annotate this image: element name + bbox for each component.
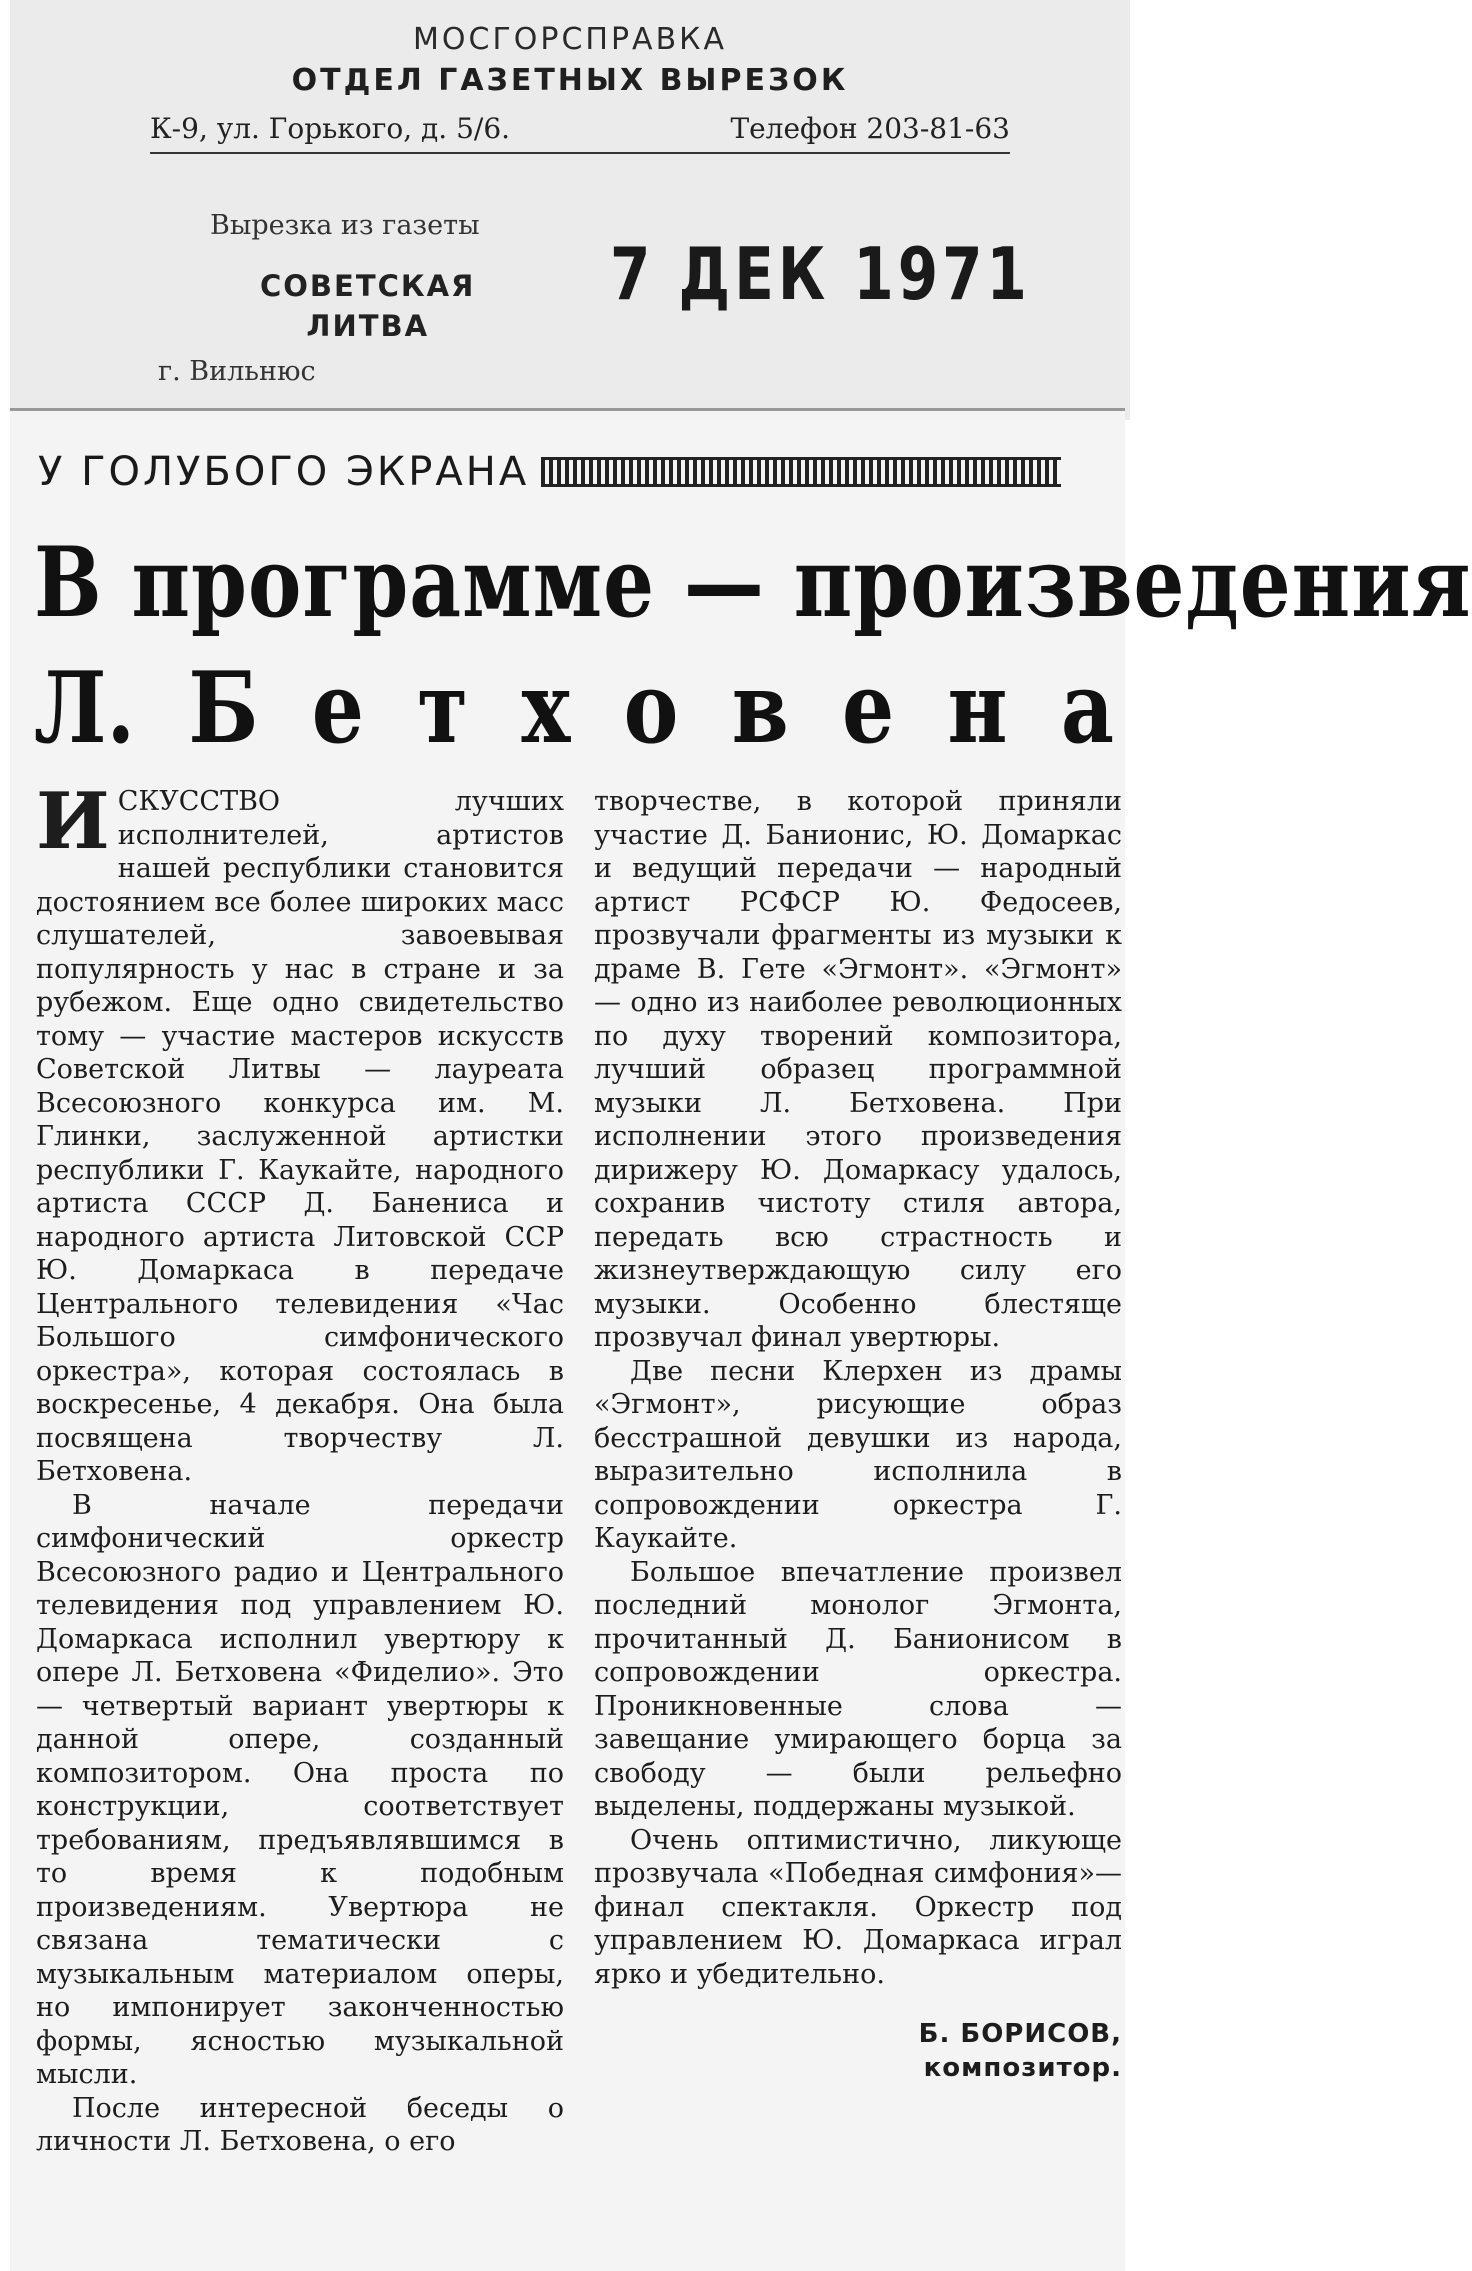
newspaper-name: [260, 266, 475, 346]
slip-org: МОСГОРСПРАВКА: [413, 22, 727, 57]
rubric: [38, 449, 1061, 495]
slip-phone: Телефон 203-81-63: [730, 112, 1010, 145]
paragraph: Две песни Клерхен из драмы «Эгмонт», рисующие образ бесстрашной девушки из народа, выразительно исполнила в сопровождении оркестра Г. Каукайте.: [594, 1355, 1122, 1554]
address-underline: [150, 152, 1010, 154]
clipping-service-slip: [10, 0, 1130, 420]
headline-letter: х: [521, 651, 571, 767]
newspaper-name-line2: ЛИТВА: [306, 309, 430, 343]
author-role: композитор.: [923, 2053, 1122, 2083]
headline-letter: в: [731, 651, 789, 767]
left-column: [36, 776, 564, 2159]
slip-address: К-9, ул. Горького, д. 5/6.: [150, 112, 511, 145]
headline-letter: а: [1060, 651, 1114, 767]
slip-header: [10, 22, 1130, 98]
paragraph: [36, 776, 564, 1489]
paragraph: Большое впечатление произвел последний монолог Эгмонта, прочитанный Д. Банионисом в сопровождении оркестра. Проникновенные слова — завещание умирающего борца за свободу — были рельефно выделены, поддержаны музыкой.: [594, 1556, 1122, 1822]
article-body: [36, 776, 1126, 2255]
cut-label: Вырезка из газеты: [210, 210, 480, 241]
slip-address-line: [150, 112, 1010, 145]
headline-letter: Б: [188, 651, 259, 767]
paragraph: После интересной беседы о личности Л. Бетховена, о его: [36, 2092, 564, 2157]
headline-letter: т: [417, 651, 469, 767]
newspaper-name-line1: СОВЕТСКАЯ: [260, 269, 476, 303]
slip-dept: ОТДЕЛ ГАЗЕТНЫХ ВЫРЕЗОК: [291, 63, 849, 98]
headline-line1: В программе — произведения: [34, 526, 1472, 639]
newspaper-clipping: [10, 408, 1472, 2271]
right-column: [594, 785, 1122, 2085]
paragraph: В начале передачи симфонический оркестр Всесоюзного радио и Центрального телевидения под управлением Ю. Домаркаса исполнил увертюру к опере Л. Бетховена «Фиделио». Это — четвертый вариант увертюры к данной опере, созданный композитором. Она проста по конструкции, соответствует требованиям, предъявлявшимся в то время к подобным произведениям. Увертюра не связана тематически с музыкальным материалом оперы, но импонирует законченностью формы, ясностью музыкальной мысли.: [36, 1489, 564, 2090]
author-name: Б. БОРИСОВ,: [918, 2019, 1122, 2049]
drop-cap: И: [36, 776, 110, 867]
rubric-hatch-bar: [541, 457, 1061, 487]
headline-letter: о: [623, 651, 679, 767]
paragraph-text: СКУССТВО лучших исполнителей, артистов нашей республики становится достоянием все более широких масс слушателей, завоевывая популярность у нас в стране и за рубежом. Еще одно свидетельство тому — участие мастеров искусств Советской Литвы — лауреата Всесоюзного конкурса им. М. Глинки, заслуженной артистки республики Г. Каукайте, народного артиста СССР Д. Банениса и народного артиста Литовской ССР Ю. Домаркаса в передаче Центрального телевидения «Час Большого симфонического оркестра», которая состоялась в воскресенье, 4 декабря. Она была посвящена творчеству Л. Бетховена.: [36, 786, 564, 1487]
date-stamp: 7 ДЕК 1971: [610, 231, 1031, 317]
headline-letter: е: [842, 651, 895, 767]
headline-line2: [34, 651, 1114, 766]
paragraph: Очень оптимистично, ликующе прозвучала «Победная симфония»—финал спектакля. Оркестр под управлением Ю. Домаркаса играл ярко и убедительно.: [594, 1824, 1122, 1990]
city-label: г. Вильнюс: [158, 356, 316, 387]
rubric-text: У ГОЛУБОГО ЭКРАНА: [38, 449, 530, 495]
headline-letter: е: [311, 651, 364, 767]
paragraph: творчестве, в которой приняли участие Д. Банионис, Ю. Домаркас и ведущий передачи — народный артист РСФСР Ю. Федосеев, прозвучали фрагменты из музыки к драме В. Гете «Эгмонт». «Эгмонт» — одно из наиболее революционных по духу творений композитора, лучший образец программной музыки Л. Бетховена. При исполнении этого произведения дирижеру Ю. Домаркасу удалось, сохранив чистоту стиля автора, передать всю страстность и жизнеутверждающую силу его музыки. Особенно блестяще прозвучал финал увертюры.: [594, 786, 1122, 1353]
author-signature: [594, 2017, 1122, 2085]
headline-letter: н: [947, 651, 1008, 767]
headline-letter: Л.: [34, 651, 136, 767]
